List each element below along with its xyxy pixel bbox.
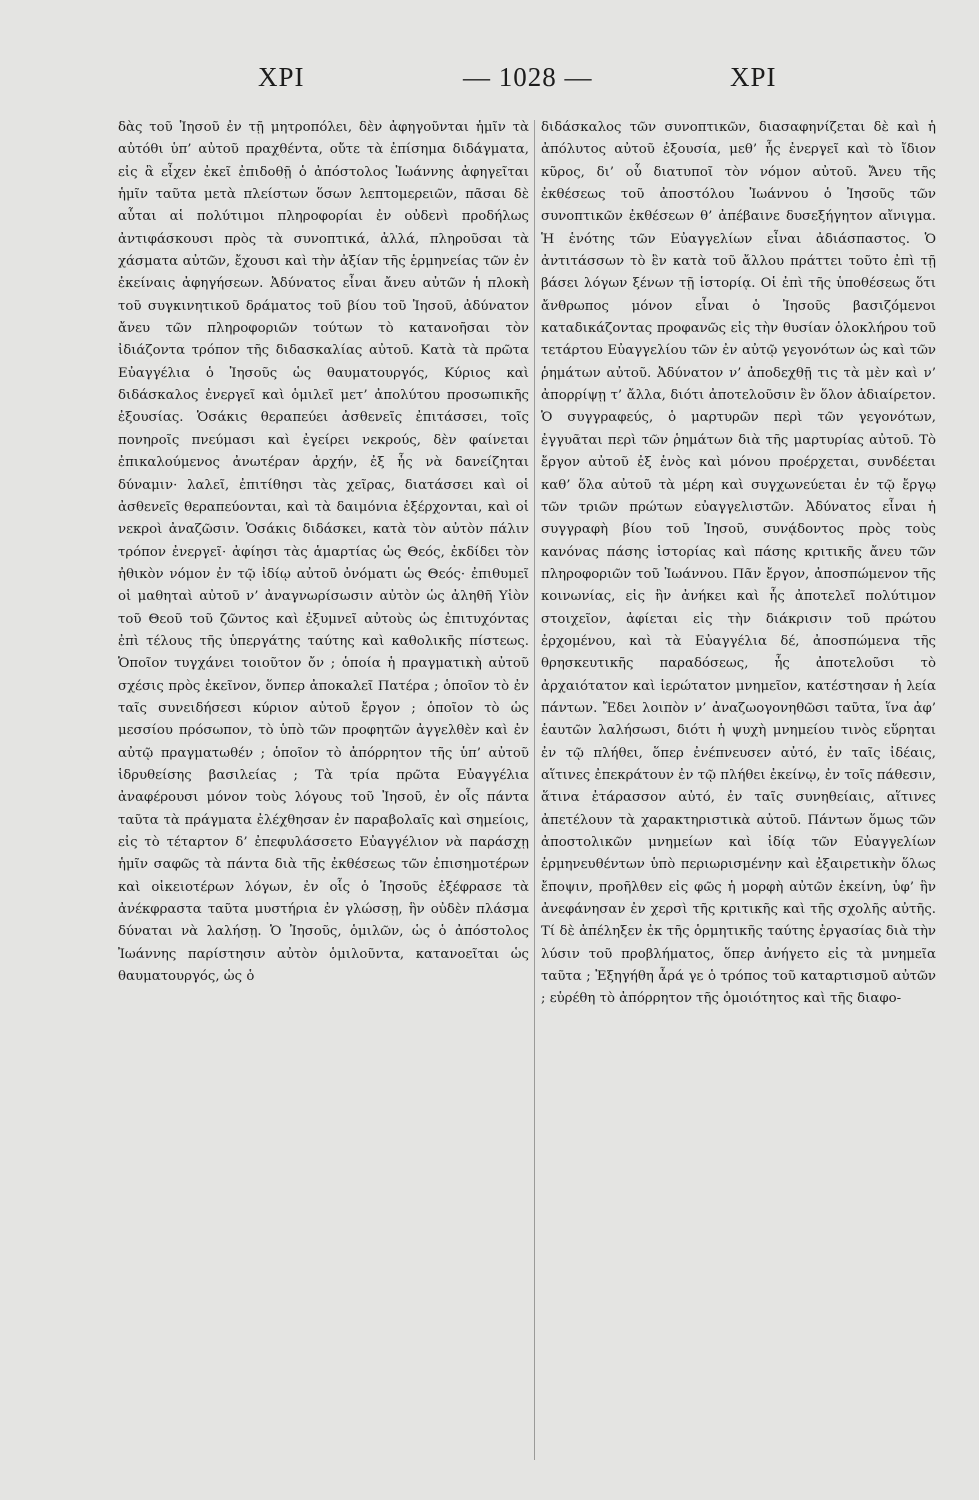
running-header xyxy=(110,62,830,112)
right-column-text: διδάσκαλος τῶν συνοπτικῶν, διασαφηνίζεται δὲ καὶ ἡ ἀπόλυτος αὐτοῦ ἐξουσία, μεθ’ ἧς ἐνεργεῖ καὶ τὸ ἴδιον κῦρος, δι’ οὗ διατυποῖ τὸν νόμον αὐτοῦ. Ἄνευ τῆς ἐκθέσεως τοῦ ἀποστόλου Ἰωάννου ὁ Ἰησοῦς τῶν συνοπτικῶν ἐκθέσεων θ’ ἀπέβαινε δυσεξήγητον αἴνιγμα. Ἡ ἑνότης τῶν Εὐαγγελίων εἶναι ἀδιάσπαστος. Ὁ ἀντιτάσσων τὸ ἓν κατὰ τοῦ ἄλλου πράττει τοῦτο ἐπὶ τῇ βάσει λόγων ξένων τῇ ἱστορίᾳ. Οἱ ἐπὶ τῆς ὑποθέσεως ὅτι ἄνθρωπος μόνον εἶναι ὁ Ἰησοῦς βασιζόμενοι καταδικάζοντας προφανῶς εἰς τὴν θυσίαν ὁλοκλήρου τοῦ τετάρτου Εὐαγγελίου τῶν ἐν αὐτῷ γεγονότων ὡς καὶ τῶν ῥημάτων αὐτοῦ. Ἀδύνατον ν’ ἀποδεχθῇ τις τὰ μὲν καὶ ν’ ἀπορρίψῃ τ’ ἄλλα, διότι ἀποτελοῦσιν ἓν ὅλον ἀδιαίρετον. Ὁ συγγραφεύς, ὁ μαρτυρῶν περὶ τῶν γεγονότων, ἐγγυᾶται περὶ τῶν ῥημάτων διὰ τῆς μαρτυρίας αὐτοῦ. Τὸ ἔργον αὐτοῦ ἐξ ἑνὸς καὶ μόνου προέρχεται, συνδέεται καθ’ ὅλα αὐτοῦ τὰ μέρη καὶ συγχωνεύεται ἐν τῷ ἔργῳ τῶν τριῶν πρώτων εὐαγγελιστῶν. Ἀδύνατος εἶναι ἡ συγγραφὴ βίου τοῦ Ἰησοῦ, συνᾴδοντος πρὸς τοὺς κανόνας πάσης ἱστορίας καὶ πάσης κριτικῆς ἄνευ τῶν πληροφοριῶν τοῦ Ἰωάννου. Πᾶν ἔργον, ἀποσπώμενον τῆς κοινωνίας, εἰς ἣν ἀνήκει καὶ ἧς ἀποτελεῖ πολύτιμον στοιχεῖον, ἀφίεται εἰς τὴν διάκρισιν τοῦ πρώτου ἐρχομένου, καὶ τὰ Εὐαγγέλια δέ, ἀποσπώμενα τῆς θρησκευτικῆς παραδόσεως, ἧς ἀποτελοῦσι τὸ ἀρχαιότατον καὶ ἱερώτατον μνημεῖον, κατέστησαν ἡ λεία πάντων. Ἔδει λοιπὸν ν’ ἀναζωογονηθῶσι ταῦτα, ἵνα ἀφ’ ἑαυτῶν λαλήσωσι, διότι ἡ ψυχὴ μνημείου τινὸς εὕρηται ἐν τῷ πλήθει, ὅπερ ἐνέπνευσεν αὐτό, ἐν ταῖς ἰδέαις, αἵτινες ἐπεκράτουν ἐν τῷ πλήθει ἐκείνῳ, ἐν τοῖς πάθεσιν, ἅτινα ἐτάρασσον αὐτό, ἐν ταῖς συνηθείαις, αἵτινες ἀπετέλουν τὰ χαρακτηριστικὰ αὐτοῦ. Πάντων ὅμως τῶν ἀποστολικῶν μνημείων καὶ ἰδίᾳ τῶν Εὐαγγελίων ἑρμηνευθέντων ὑπὸ περιωρισμένην καὶ ἐξαιρετικὴν ὅλως ἔποψιν, προῆλθεν εἰς φῶς ἡ μορφὴ αὐτῶν ἐκείνη, ὑφ’ ἣν ἀνεφάνησαν ἐν χερσὶ τῆς κριτικῆς καὶ τῆς σχολῆς αὐτῆς. Τί δὲ ἀπέληξεν ἐκ τῆς ὁρμητικῆς ταύτης ἐργασίας διὰ τὴν λύσιν τοῦ προβλήματος, ὅπερ ἀνήγετο εἰς τὰ μνημεῖα ταῦτα ; Ἐξηγήθη ἆρά γε ὁ τρόπος τοῦ καταρτισμοῦ αὐτῶν ; εὑρέθη τὸ ἀπόρρητον τῆς ὁμοιότητος καὶ τῆς διαφο- xyxy=(541,120,936,1007)
column-divider xyxy=(534,120,535,1460)
header-left-title: ΧΡΙ xyxy=(258,62,305,92)
header-right-title: ΧΡΙ xyxy=(730,62,777,92)
right-column xyxy=(541,117,936,1457)
left-column-text: δὰς τοῦ Ἰησοῦ ἐν τῇ μητροπόλει, δὲν ἀφηγοῦνται ἡμῖν τὰ αὐτόθι ὑπ’ αὐτοῦ πραχθέντα, οὔτε τὰ ἐπίσημα διδάγματα, εἰς ἃ εἶχεν ἐκεῖ ἐπιδοθῇ ὁ ἀπόστολος Ἰωάννης ἀφηγεῖται ἡμῖν ταῦτα μετὰ πλείστων ὅσων λεπτομερειῶν, πᾶσαι δὲ αὗται αἱ πολύτιμοι πληροφορίαι ἐν οὐδενὶ προδήλως ἀντιφάσκουσι πρὸς τὰ συνοπτικά, ἀλλά, πληροῦσαι τὰ χάσματα αὐτῶν, ἔχουσι καὶ τὴν ἀξίαν τῆς ἑρμηνείας τῶν ἐν ἐκείναις ἀφηγήσεων. Ἀδύνατος εἶναι ἄνευ αὐτῶν ἡ πλοκὴ τοῦ συγκινητικοῦ δράματος τοῦ βίου τοῦ Ἰησοῦ, ἀδύνατον ἄνευ τῶν πληροφοριῶν τούτων τὸ κατανοῆσαι τὸν ἰδιάζοντα τρόπον τῆς διδασκαλίας αὐτοῦ. Κατὰ τὰ πρῶτα Εὐαγγέλια ὁ Ἰησοῦς ὡς θαυματουργός, Κύριος καὶ διδάσκαλος ἐνεργεῖ καὶ ὁμιλεῖ μετ’ ἀπολύτου προσωπικῆς ἐξουσίας. Ὁσάκις θεραπεύει ἀσθενεῖς ἐπιτάσσει, τοῖς πονηροῖς πνεύμασι καὶ ἐγείρει νεκρούς, δὲν φαίνεται ἐπικαλούμενος ἀνωτέραν ἀρχήν, ἐξ ἧς νὰ δανείζηται δύναμιν· λαλεῖ, ἐπιτίθησι τὰς χεῖρας, διατάσσει καὶ οἱ ἀσθενεῖς θεραπεύονται, καὶ τὰ δαιμόνια ἐξέρχονται, καὶ οἱ νεκροὶ ἀναζῶσιν. Ὁσάκις διδάσκει, κατὰ τὸν αὐτὸν πάλιν τρόπον ἐνεργεῖ· ἀφίησι τὰς ἁμαρτίας ὡς Θεός, ἐκδίδει τὸν ἠθικὸν νόμον ἐν τῷ ἰδίῳ αὐτοῦ ὀνόματι ὡς Θεός· ἐπιθυμεῖ οἱ μαθηταὶ αὐτοῦ ν’ ἀναγνωρίσωσιν αὐτὸν ὡς ἀληθῆ Υἱὸν τοῦ Θεοῦ τοῦ ζῶντος καὶ ἐξυμνεῖ αὐτοὺς ὡς ἐπιτυχόντας ἐπὶ τέλους τῆς ὑπεργάτης ταύτης καὶ καθολικῆς πίστεως. Ὁποῖον τυγχάνει τοιοῦτον ὄν ; ὁποία ἡ πραγματικὴ αὐτοῦ σχέσις πρὸς ἐκεῖνον, ὅνπερ ἀποκαλεῖ Πατέρα ; ὁποῖον τὸ ἐν ταῖς συνειδήσεσι κύριον αὐτοῦ ἔργον ; ὁποῖον τὸ ὡς μεσσίου πρόσωπον, τὸ ὑπὸ τῶν προφητῶν ἀγγελθὲν καὶ ἐν αὐτῷ πραγματωθέν ; ὁποῖον τὸ ἀπόρρητον τῆς ὑπ’ αὐτοῦ ἱδρυθείσης βασιλείας ; Τὰ τρία πρῶτα Εὐαγγέλια ἀναφέρουσι μόνον τοὺς λόγους τοῦ Ἰησοῦ, ἐν οἷς πάντα ταῦτα τὰ πράγματα ἐλέχθησαν ἐν παραβολαῖς καὶ σημείοις, εἰς τὸ τέταρτον δ’ ἐπεφυλάσσετο Εὐαγγέλιον νὰ παράσχῃ ἡμῖν σαφῶς τὰ πάντα διὰ τῆς ἐκθέσεως τῶν ἐπισημοτέρων καὶ οἰκειοτέρων λόγων, ἐν οἷς ὁ Ἰησοῦς ἐξέφρασε τὰ ἀνέκφραστα ταῦτα μυστήρια ἐν γλώσσῃ, ἣν οὐδὲν πλάσμα δύναται νὰ λαλήσῃ. Ὁ Ἰησοῦς, ὁμιλῶν, ὡς ὁ ἀπόστολος Ἰωάννης παρίστησιν αὐτὸν ὁμιλοῦντα, κατανοεῖται ὡς θαυματουργός, ὡς ὁ xyxy=(118,120,529,985)
left-column xyxy=(118,117,529,1457)
page-number: — 1028 — xyxy=(463,62,593,92)
